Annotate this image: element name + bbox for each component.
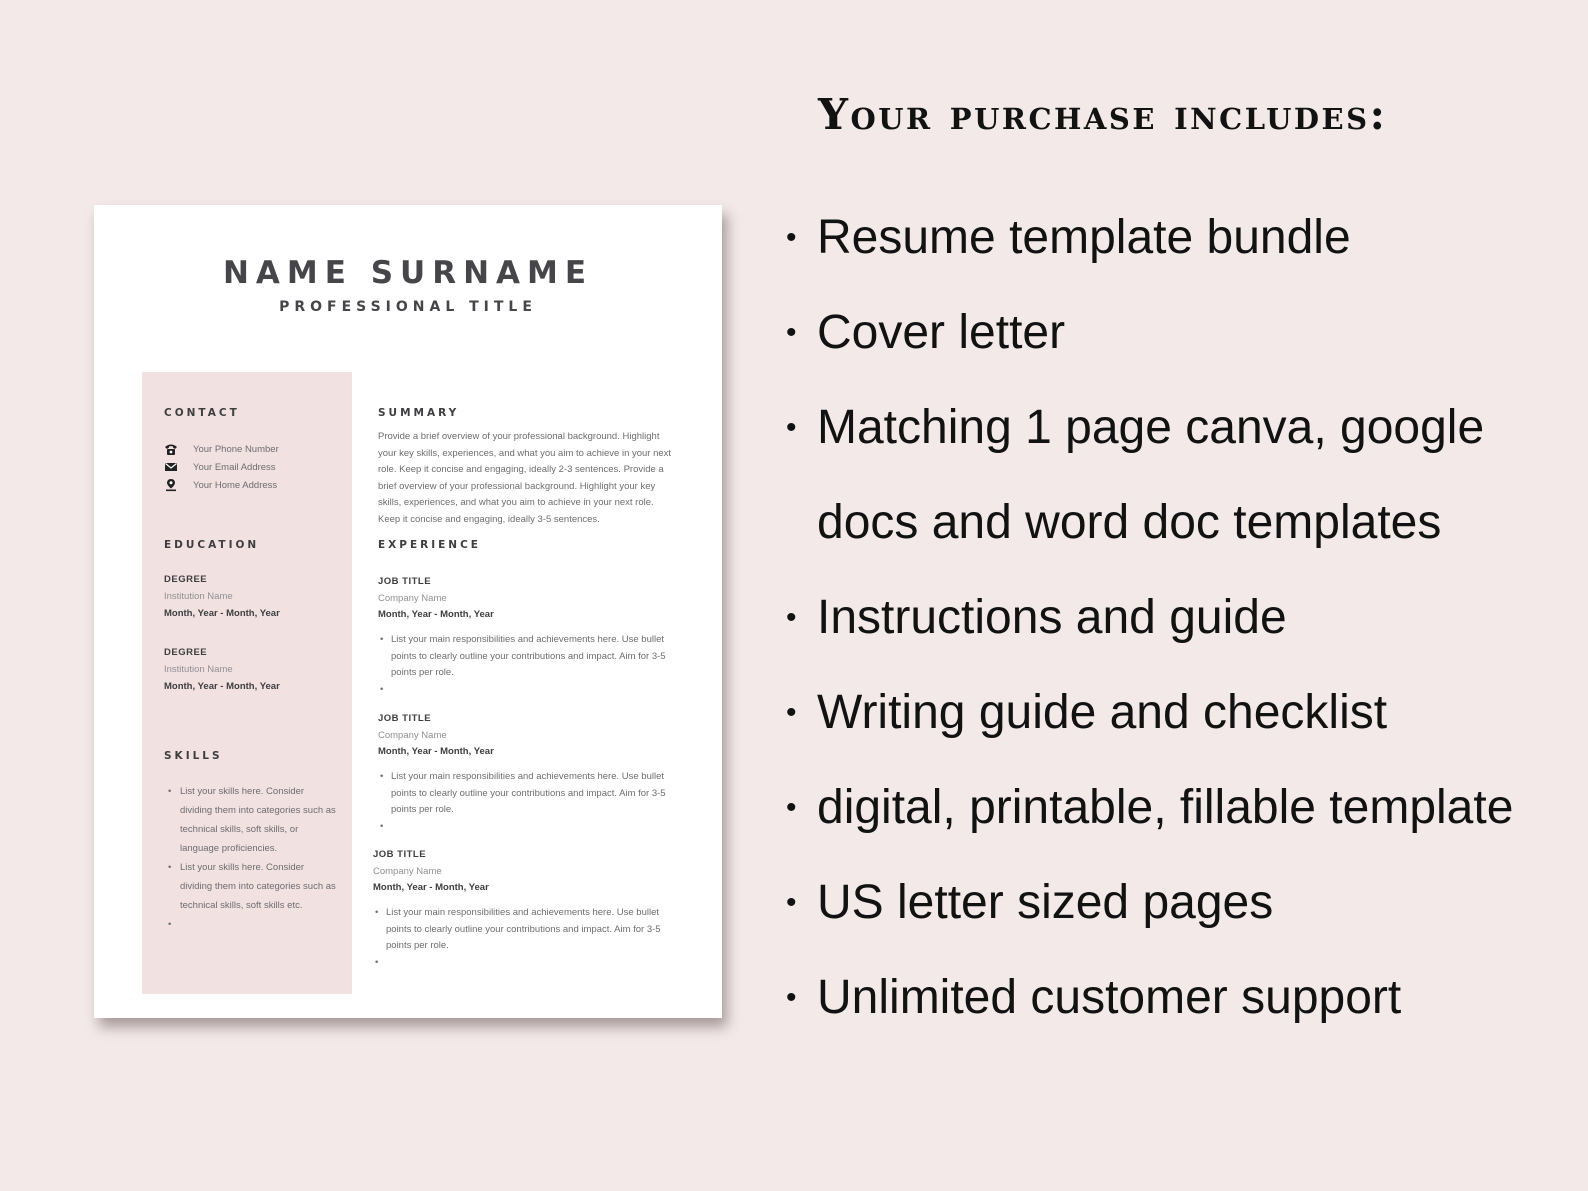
resume-preview (94, 205, 722, 1018)
bullet-dot: • (786, 886, 797, 919)
job-dates: Month, Year - Month, Year (378, 746, 494, 757)
job-dates: Month, Year - Month, Year (378, 609, 494, 620)
job-bullets (373, 905, 669, 971)
resume-professional-title: PROFESSIONAL TITLE (279, 299, 537, 315)
feature-item (782, 570, 1537, 665)
summary-text: Provide a brief overview of your professional background. Highlight your key skills, experiences, and what you aim to achieve in your next role. Keep it concise and engaging, ideally 2-3 sentences. Provide a brief overview of your professional background. Highlight your key skills, experiences, and what you aim to achieve in your next role. Keep it concise and engaging, ideally 3-5 sentences. (378, 431, 672, 525)
education-item (164, 574, 280, 619)
company-name: Company Name (378, 593, 447, 604)
feature-text: Resume template bundle (817, 211, 1351, 264)
contact-heading: CONTACT (164, 407, 240, 419)
job-bullets (378, 769, 674, 835)
contact-phone-text: Your Phone Number (193, 443, 279, 455)
skills-heading: SKILLS (164, 750, 223, 762)
education-item (164, 647, 280, 692)
job-title: JOB TITLE (378, 576, 432, 587)
education-dates: Month, Year - Month, Year (164, 681, 280, 692)
contact-email-text: Your Email Address (193, 461, 276, 473)
education-heading: EDUCATION (164, 539, 260, 551)
job-title: JOB TITLE (373, 849, 427, 860)
job-bullet: • List your main responsibilities and achievements here. Use bullet points to clearly outline your contributions and impact. Aim for 3-5 points per role. (373, 905, 669, 955)
feature-text: Unlimited customer support (817, 971, 1402, 1024)
bullet-dot: • (786, 316, 797, 349)
feature-item (782, 285, 1537, 380)
company-name: Company Name (378, 730, 447, 741)
phone-icon (164, 442, 178, 456)
job-bullet: • List your main responsibilities and achievements here. Use bullet points to clearly outline your contributions and impact. Aim for 3-5 points per role. (378, 632, 674, 682)
feature-item (782, 760, 1537, 855)
experience-item (378, 576, 674, 698)
resume-name: NAME SURNAME (222, 255, 594, 291)
institution-name: Institution Name (164, 591, 233, 602)
skill-item: • List your skills here. Consider dividing them into categories such as technical skills, soft skills etc. (168, 858, 336, 915)
company-name: Company Name (373, 866, 442, 877)
summary-heading: SUMMARY (378, 407, 460, 419)
bullet-dot: • (786, 601, 797, 634)
skill-item: • List your skills here. Consider dividing them into categories such as technical skills, soft skills, or language proficiencies. (168, 782, 336, 858)
contact-address-row (164, 477, 277, 493)
purchase-heading: Your purchase includes: (818, 90, 1388, 139)
feature-item (782, 950, 1537, 1045)
contact-email-row (164, 459, 276, 475)
bullet-dot: • (786, 791, 797, 824)
location-pin-icon (164, 478, 178, 492)
bullet-dot: • (786, 411, 797, 444)
experience-item (378, 713, 674, 835)
feature-text: Cover letter (817, 306, 1066, 359)
features-list (782, 190, 1537, 1045)
job-dates: Month, Year - Month, Year (373, 882, 489, 893)
feature-item (782, 855, 1537, 950)
institution-name: Institution Name (164, 664, 233, 675)
feature-text: Instructions and guide (817, 591, 1287, 644)
job-bullets (378, 632, 674, 698)
feature-item (782, 190, 1537, 285)
skills-list (168, 782, 336, 915)
feature-text: US letter sized pages (817, 876, 1274, 929)
degree-title: DEGREE (164, 647, 208, 658)
feature-text: Writing guide and checklist (817, 686, 1388, 739)
feature-item (782, 665, 1537, 760)
experience-item (373, 849, 669, 971)
degree-title: DEGREE (164, 574, 208, 585)
bullet-dot: • (786, 696, 797, 729)
job-title: JOB TITLE (378, 713, 432, 724)
envelope-icon (164, 460, 178, 474)
job-bullet-empty (378, 819, 674, 835)
bullet-dot: • (786, 981, 797, 1014)
contact-address-text: Your Home Address (193, 479, 278, 491)
feature-text: Matching 1 page canva, google docs and word doc templates (817, 401, 1485, 549)
bullet-dot: • (786, 221, 797, 254)
resume-sidebar (142, 372, 352, 994)
experience-heading: EXPERIENCE (378, 539, 481, 551)
contact-phone-row (164, 441, 279, 457)
job-bullet: • List your main responsibilities and achievements here. Use bullet points to clearly outline your contributions and impact. Aim for 3-5 points per role. (378, 769, 674, 819)
feature-item (782, 380, 1537, 570)
feature-text: digital, printable, fillable template (817, 781, 1514, 834)
job-bullet-empty (373, 955, 669, 971)
education-dates: Month, Year - Month, Year (164, 608, 280, 619)
job-bullet-empty (378, 682, 674, 698)
